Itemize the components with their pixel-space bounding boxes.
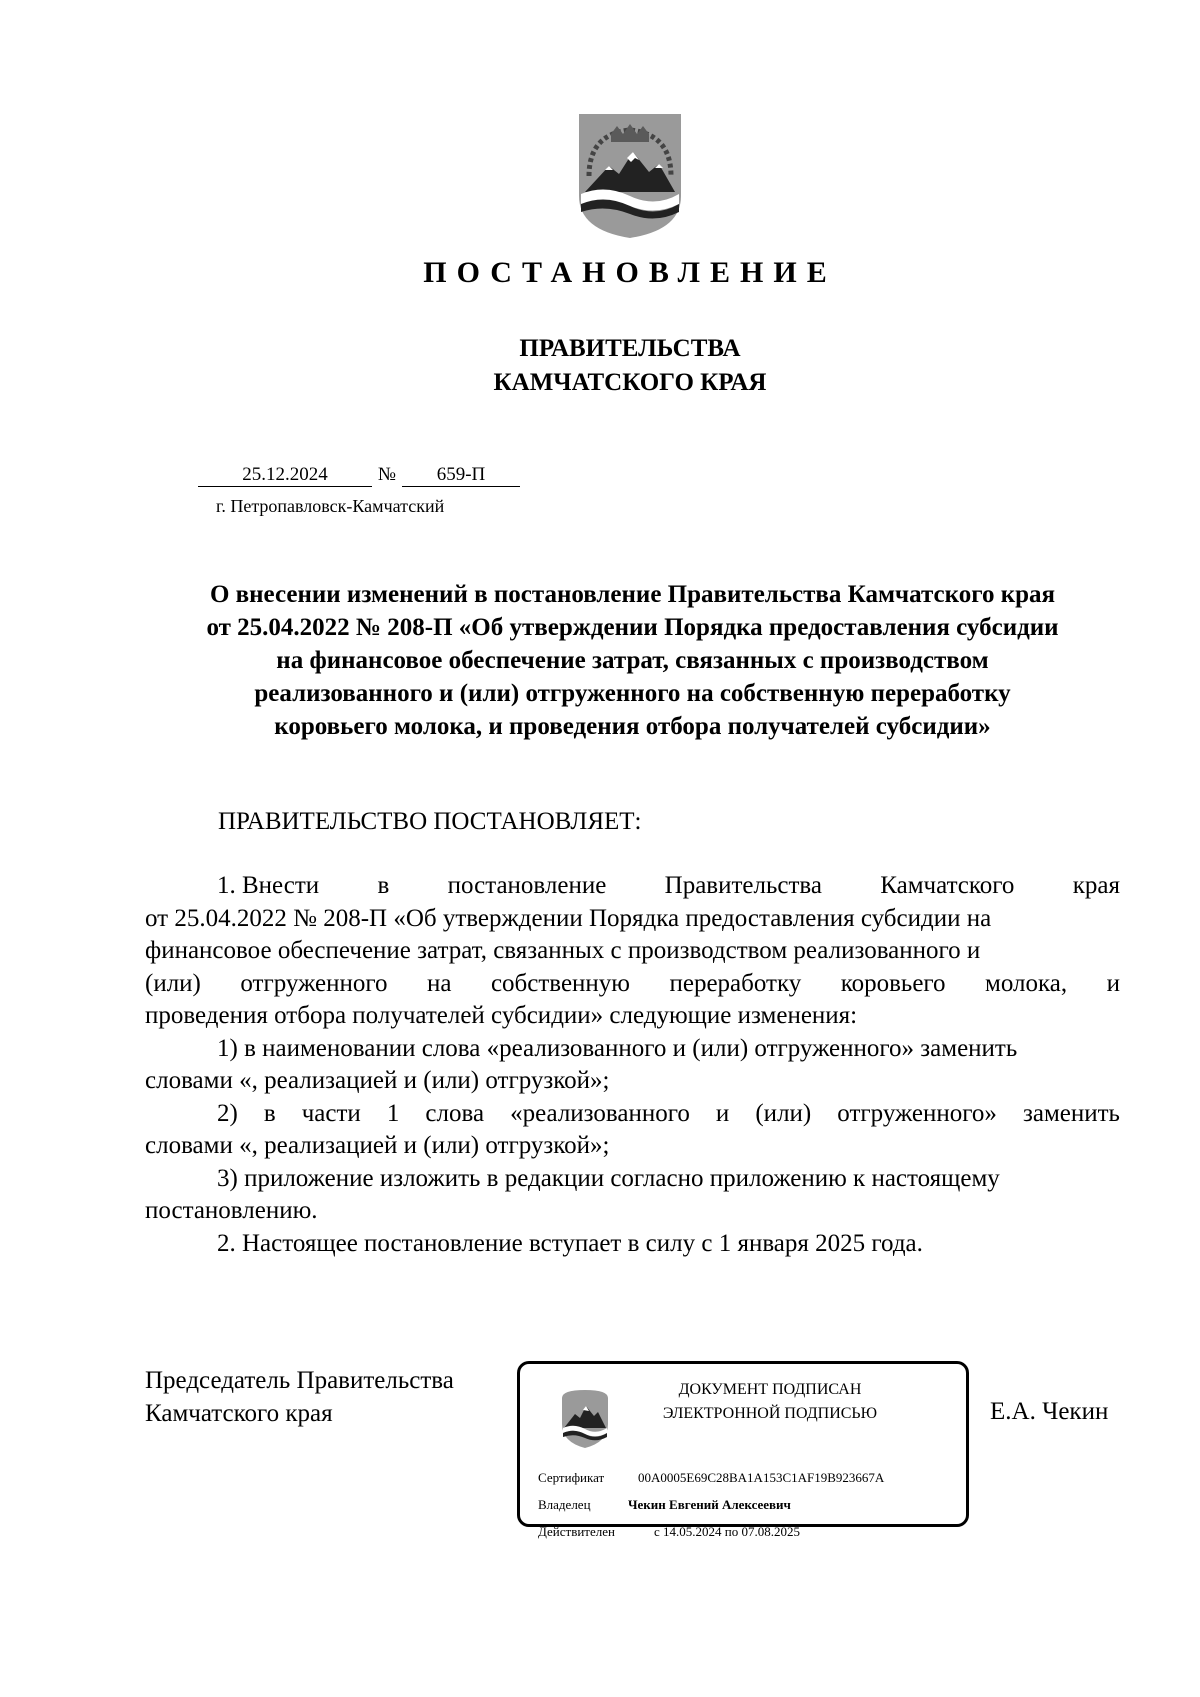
position-line: Камчатского края (145, 1400, 333, 1427)
signatory-position (145, 1364, 454, 1430)
word: «реализованного (510, 1099, 690, 1127)
owner-label: Владелец (538, 1497, 591, 1512)
subitem-2-line (145, 1098, 1120, 1131)
issuer-line: ПРАВИТЕЛЬСТВА (519, 335, 741, 362)
stamp-heading-line: ЭЛЕКТРОННОЙ ПОДПИСЬЮ (662, 1405, 878, 1422)
subitem-3-line: 3) приложение изложить в редакции согласно приложению к настоящему (217, 1164, 1000, 1192)
owner-value: Чекин Евгений Алексеевич (628, 1497, 791, 1512)
word: переработку (669, 969, 802, 997)
word: собственную (490, 969, 630, 997)
word: и (715, 1099, 730, 1127)
word: заменить (1022, 1099, 1120, 1127)
document-title (145, 578, 1120, 743)
title-line: на финансовое обеспечение затрат, связанных с производством (276, 647, 989, 674)
word: отгруженного» (837, 1099, 997, 1127)
word: Камчатского (880, 872, 1015, 899)
word: (или) (145, 969, 201, 997)
paragraph-1-line (145, 968, 1120, 1001)
word: на (426, 969, 452, 997)
paragraph-1-line (145, 870, 1120, 903)
registration-number: 659-П (402, 464, 520, 487)
paragraph-1-line: финансовое обеспечение затрат, связанных с производством реализованного и (145, 937, 981, 964)
word: Правительства (664, 872, 822, 899)
title-line: О внесении изменений в постановление Правительства Камчатского края (209, 581, 1056, 608)
subitem-3-line: постановлению. (145, 1197, 318, 1224)
document-body (145, 870, 1120, 1260)
certificate-value: 00A0005E69C28BA1A153C1AF19B923667A (638, 1470, 885, 1485)
word: 1 (386, 1099, 400, 1127)
subitem-1-line: словами «, реализацией и (или) отгрузкой»; (145, 1067, 610, 1094)
word: 2) (217, 1099, 238, 1127)
word: части (301, 1099, 361, 1127)
coat-of-arms-emblem (577, 112, 683, 240)
word: отгруженного (240, 969, 388, 997)
word: в (263, 1099, 276, 1127)
electronic-signature-stamp (517, 1361, 969, 1539)
word: 1. Внести (217, 872, 320, 899)
decree-statement: ПРАВИТЕЛЬСТВО ПОСТАНОВЛЯЕТ: (218, 808, 642, 835)
owner-row (538, 1497, 791, 1513)
subitem-1-line: 1) в наименовании слова «реализованного и (или) отгруженного» заменить (217, 1034, 1018, 1062)
document-type-heading: ПОСТАНОВЛЕНИЕ (423, 256, 837, 289)
title-line: коровьего молока, и проведения отбора получателей субсидии» (274, 713, 991, 740)
validity-row (538, 1524, 800, 1540)
registration-date: 25.12.2024 (198, 464, 372, 487)
city-label: г. Петропавловск-Камчатский (216, 496, 445, 516)
word: постановление (447, 872, 607, 899)
word: и (1106, 969, 1120, 997)
issuer-line: КАМЧАТСКОГО КРАЯ (493, 369, 767, 396)
word: слова (425, 1099, 485, 1127)
word: края (1072, 872, 1120, 899)
stamp-emblem-icon (560, 1388, 610, 1450)
paragraph-1-line: проведения отбора получателей субсидии» следующие изменения: (145, 1002, 858, 1029)
title-line: реализованного и (или) отгруженного на собственную переработку (254, 680, 1011, 707)
paragraph-2: 2. Настоящее постановление вступает в силу с 1 января 2025 года. (217, 1229, 923, 1257)
word: молока, (985, 969, 1068, 997)
word: коровьего (840, 969, 946, 997)
certificate-row (538, 1470, 884, 1486)
signatory-name: Е.А. Чекин (990, 1398, 1109, 1425)
word: в (377, 872, 390, 899)
paragraph-1-line: от 25.04.2022 № 208-П «Об утверждении Порядка предоставления субсидии на (145, 904, 992, 932)
registration-line (198, 464, 520, 487)
title-line: от 25.04.2022 № 208-П «Об утверждении Порядка предоставления субсидии (206, 614, 1059, 641)
issuer-heading (0, 332, 1200, 400)
stamp-heading-line: ДОКУМЕНТ ПОДПИСАН (678, 1381, 862, 1398)
validity-label: Действителен (538, 1524, 615, 1539)
subitem-2-line: словами «, реализацией и (или) отгрузкой»; (145, 1132, 610, 1159)
position-line: Председатель Правительства (145, 1367, 454, 1394)
number-sign: № (377, 464, 397, 485)
stamp-heading (620, 1378, 920, 1426)
word: (или) (755, 1099, 812, 1127)
validity-value: с 14.05.2024 по 07.08.2025 (654, 1524, 800, 1539)
certificate-label: Сертификат (538, 1470, 605, 1485)
